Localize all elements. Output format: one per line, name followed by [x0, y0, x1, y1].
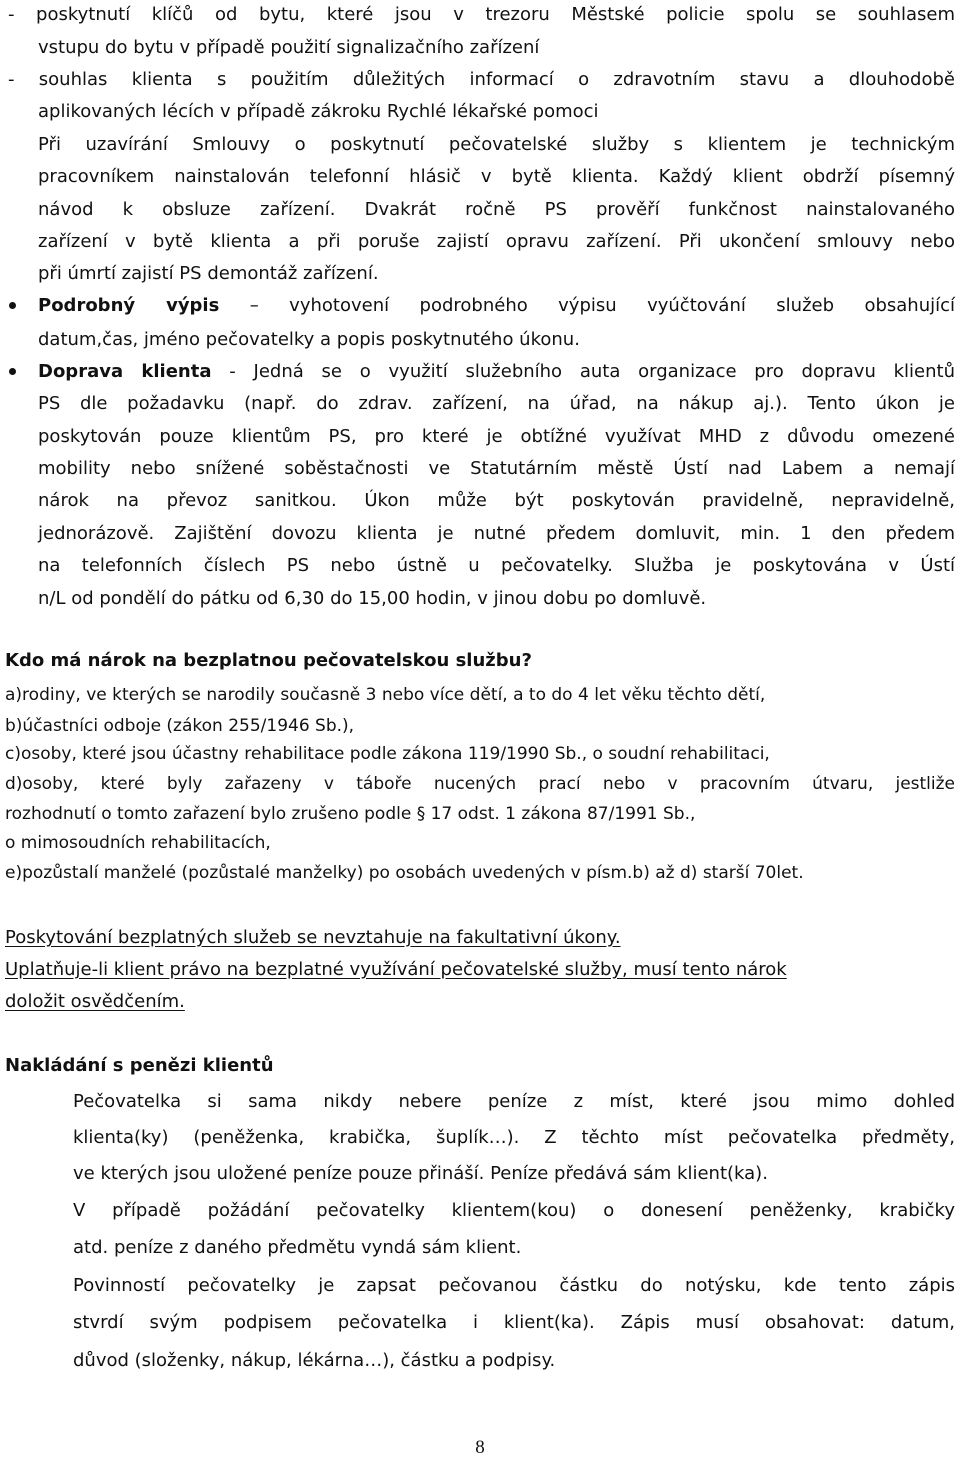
page-number: 8: [475, 1437, 485, 1458]
text-line: stvrdí svým podpisem pečovatelka i klient(ka). Zápis musí obsahovat: datum,: [73, 1312, 955, 1333]
text-line: V případě požádání pečovatelky klientem(kou) o donesení peněženky, krabičky: [73, 1200, 955, 1221]
text-line: Při uzavírání Smlouvy o poskytnutí pečovatelské služby s klientem je technickým: [38, 134, 955, 155]
note-line: Poskytování bezplatných služeb se nevztahuje na fakultativní úkony.: [5, 927, 621, 948]
text-line: Pečovatelka si sama nikdy nebere peníze z míst, které jsou mimo dohled: [73, 1091, 955, 1112]
text-line: návod k obsluze zařízení. Dvakrát ročně PS prověří funkčnost nainstalovaného: [38, 199, 955, 220]
text-line: PS dle požadavku (např. do zdrav. zařízení, na úřad, na nákup aj.). Tento úkon je: [38, 393, 955, 414]
text-line: zařízení v bytě klienta a při poruše zajistí opravu zařízení. Při ukončení smlouvy nebo: [38, 231, 955, 252]
bullet-icon: [9, 368, 16, 375]
text-line: jednorázově. Zajištění dovozu klienta je nutné předem domluvit, min. 1 den předem: [38, 523, 955, 544]
text-line: pracovníkem nainstalován telefonní hlásič v bytě klienta. Každý klient obdrží písemný: [38, 166, 955, 187]
bullet-text: - Jedná se o využití služebního auta organizace pro dopravu klientů: [211, 361, 956, 382]
text-line: atd. peníze z daného předmětu vyndá sám klient.: [73, 1237, 522, 1258]
bullet-icon: [9, 302, 16, 309]
text-line: vstupu do bytu v případě použití signalizačního zařízení: [38, 37, 540, 58]
text-line: poskytován pouze klientům PS, pro které je obtížné využívat MHD z důvodu omezené: [38, 426, 955, 447]
text-line: n/L od pondělí do pátku od 6,30 do 15,00 hodin, v jinou dobu po domluvě.: [38, 588, 707, 609]
section-heading: Nakládání s penězi klientů: [5, 1055, 274, 1076]
note-line: Uplatňuje-li klient právo na bezplatné využívání pečovatelské služby, musí tento nárok: [5, 959, 787, 980]
bullet-title: Podrobný výpis: [38, 295, 220, 316]
text-line: klienta(ky) (peněženka, krabička, šuplík…). Z těchto míst pečovatelka předměty,: [73, 1127, 955, 1148]
text-line: datum,čas, jméno pečovatelky a popis poskytnutého úkonu.: [38, 329, 580, 350]
list-item: rozhodnutí o tomto zařazení bylo zrušeno podle § 17 odst. 1 zákona 87/1991 Sb.,: [5, 804, 696, 824]
bullet-item: [38, 295, 955, 317]
list-item: a)rodiny, ve kterých se narodily současně 3 nebo více dětí, a to do 4 let věku těchto dětí,: [5, 685, 766, 705]
text-line: při úmrtí zajistí PS demontáž zařízení.: [38, 263, 379, 284]
note-line: doložit osvědčením.: [5, 991, 185, 1012]
text-line: mobility nebo snížené soběstačnosti ve Statutárním městě Ústí nad Labem a nemají: [38, 458, 955, 479]
text-line: - souhlas klienta s použitím důležitých informací o zdravotním stavu a dlouhodobě: [8, 69, 955, 90]
text-line: nárok na převoz sanitkou. Úkon může být poskytován pravidelně, nepravidelně,: [38, 490, 955, 511]
bullet-item: [38, 361, 955, 383]
list-item: d)osoby, které byly zařazeny v táboře nucených prací nebo v pracovním útvaru, jestliže: [5, 774, 955, 794]
text-line: ve kterých jsou uložené peníze pouze přináší. Peníze předává sám klient(ka).: [73, 1163, 768, 1184]
text-line: Povinností pečovatelky je zapsat pečovanou částku do notýsku, kde tento zápis: [73, 1275, 955, 1296]
text-line: důvod (složenky, nákup, lékárna…), částku a podpisy.: [73, 1350, 556, 1371]
bullet-title: Doprava klienta: [38, 361, 212, 382]
list-item: c)osoby, které jsou účastny rehabilitace podle zákona 119/1990 Sb., o soudní rehabilitaci,: [5, 744, 770, 764]
list-item: o mimosoudních rehabilitacích,: [5, 833, 271, 853]
text-line: na telefonních číslech PS nebo ústně u pečovatelky. Služba je poskytována v Ústí: [38, 555, 955, 576]
list-item: b)účastníci odboje (zákon 255/1946 Sb.),: [5, 716, 355, 736]
text-line: - poskytnutí klíčů od bytu, které jsou v trezoru Městské policie spolu se souhlasem: [8, 4, 955, 25]
list-item: e)pozůstalí manželé (pozůstalé manželky) po osobách uvedených v písm.b) až d) starší 70let.: [5, 863, 804, 883]
section-heading: Kdo má nárok na bezplatnou pečovatelskou službu?: [5, 650, 532, 671]
text-line: aplikovaných lécích v případě zákroku Rychlé lékařské pomoci: [38, 101, 599, 122]
bullet-text: – vyhotovení podrobného výpisu vyúčtování služeb obsahující: [219, 295, 956, 316]
